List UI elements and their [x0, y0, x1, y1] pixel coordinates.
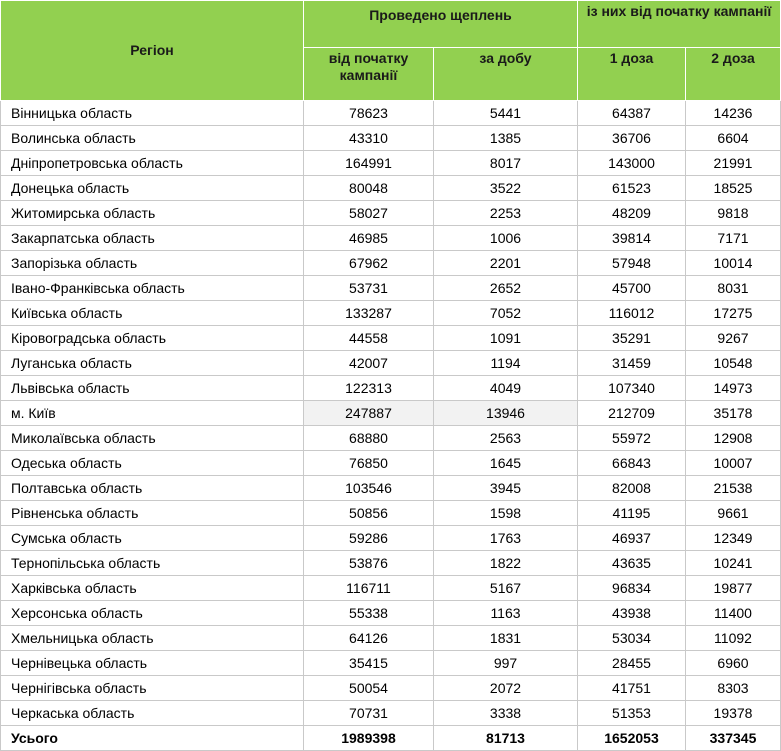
cell-dose1: 57948 [578, 251, 686, 276]
cell-total: 68880 [304, 426, 434, 451]
cell-per-day: 3338 [434, 701, 578, 726]
cell-dose2: 35178 [686, 401, 781, 426]
cell-region: Вінницька область [1, 101, 304, 126]
cell-region: Чернігівська область [1, 676, 304, 701]
cell-dose1: 107340 [578, 376, 686, 401]
table-row [1, 426, 781, 451]
cell-dose1: 51353 [578, 701, 686, 726]
cell-dose2: 8303 [686, 676, 781, 701]
cell-dose2: 19877 [686, 576, 781, 601]
table-row-total [1, 726, 781, 751]
cell-dose1: 48209 [578, 201, 686, 226]
cell-total: 78623 [304, 101, 434, 126]
table-row [1, 176, 781, 201]
cell-dose1: 43938 [578, 601, 686, 626]
table-row [1, 476, 781, 501]
cell-total: 53876 [304, 551, 434, 576]
cell-dose1: 28455 [578, 651, 686, 676]
table-row [1, 376, 781, 401]
cell-per-day: 5167 [434, 576, 578, 601]
cell-region: Львівська область [1, 376, 304, 401]
table-row [1, 526, 781, 551]
cell-dose1: 43635 [578, 551, 686, 576]
cell-total: 42007 [304, 351, 434, 376]
cell-total-dose1: 1652053 [578, 726, 686, 751]
table-header [1, 1, 781, 101]
cell-dose1: 39814 [578, 226, 686, 251]
cell-region: Рівненська область [1, 501, 304, 526]
cell-per-day: 1006 [434, 226, 578, 251]
table-row [1, 226, 781, 251]
cell-dose1: 46937 [578, 526, 686, 551]
cell-dose2: 18525 [686, 176, 781, 201]
cell-per-day: 1831 [434, 626, 578, 651]
table-row [1, 701, 781, 726]
cell-dose2: 10014 [686, 251, 781, 276]
cell-dose2: 8031 [686, 276, 781, 301]
cell-per-day: 1385 [434, 126, 578, 151]
cell-dose2: 9661 [686, 501, 781, 526]
table-row [1, 451, 781, 476]
cell-dose1: 64387 [578, 101, 686, 126]
cell-total: 164991 [304, 151, 434, 176]
cell-total: 133287 [304, 301, 434, 326]
cell-per-day: 997 [434, 651, 578, 676]
cell-per-day: 2201 [434, 251, 578, 276]
table-row [1, 151, 781, 176]
table-row [1, 326, 781, 351]
cell-region: Полтавська область [1, 476, 304, 501]
cell-dose1: 41751 [578, 676, 686, 701]
cell-total: 67962 [304, 251, 434, 276]
cell-dose1: 116012 [578, 301, 686, 326]
cell-per-day: 2563 [434, 426, 578, 451]
cell-dose2: 11092 [686, 626, 781, 651]
cell-per-day: 3522 [434, 176, 578, 201]
cell-dose2: 6604 [686, 126, 781, 151]
cell-per-day: 1645 [434, 451, 578, 476]
cell-region: Миколаївська область [1, 426, 304, 451]
table-row [1, 601, 781, 626]
table-row [1, 401, 781, 426]
cell-per-day: 1091 [434, 326, 578, 351]
cell-per-day: 1763 [434, 526, 578, 551]
table-row [1, 126, 781, 151]
cell-region: м. Київ [1, 401, 304, 426]
table-body [1, 101, 781, 751]
cell-region: Закарпатська область [1, 226, 304, 251]
cell-region: Кіровоградська область [1, 326, 304, 351]
cell-region: Донецька область [1, 176, 304, 201]
cell-total: 59286 [304, 526, 434, 551]
cell-total: 53731 [304, 276, 434, 301]
cell-per-day: 5441 [434, 101, 578, 126]
cell-total: 122313 [304, 376, 434, 401]
cell-dose2: 12349 [686, 526, 781, 551]
cell-per-day: 2072 [434, 676, 578, 701]
cell-dose2: 12908 [686, 426, 781, 451]
cell-dose2: 7171 [686, 226, 781, 251]
cell-dose2: 10548 [686, 351, 781, 376]
cell-per-day: 13946 [434, 401, 578, 426]
cell-dose1: 53034 [578, 626, 686, 651]
cell-per-day: 2652 [434, 276, 578, 301]
cell-per-day: 1163 [434, 601, 578, 626]
cell-total: 46985 [304, 226, 434, 251]
cell-region: Хмельницька область [1, 626, 304, 651]
table-row [1, 651, 781, 676]
cell-region: Волинська область [1, 126, 304, 151]
cell-total-dose2: 337345 [686, 726, 781, 751]
cell-region: Івано-Франківська область [1, 276, 304, 301]
cell-dose2: 9818 [686, 201, 781, 226]
cell-region: Харківська область [1, 576, 304, 601]
column-header-dose1: 1 доза [578, 48, 686, 101]
cell-dose2: 19378 [686, 701, 781, 726]
cell-per-day: 7052 [434, 301, 578, 326]
cell-total: 76850 [304, 451, 434, 476]
cell-region: Луганська область [1, 351, 304, 376]
table-row [1, 501, 781, 526]
cell-total: 43310 [304, 126, 434, 151]
cell-total: 50054 [304, 676, 434, 701]
cell-per-day: 4049 [434, 376, 578, 401]
cell-total: 70731 [304, 701, 434, 726]
table-row [1, 351, 781, 376]
table-row [1, 576, 781, 601]
cell-per-day: 1194 [434, 351, 578, 376]
cell-total: 35415 [304, 651, 434, 676]
cell-per-day: 2253 [434, 201, 578, 226]
cell-dose1: 31459 [578, 351, 686, 376]
cell-per-day: 3945 [434, 476, 578, 501]
cell-region: Київська область [1, 301, 304, 326]
cell-total-since-start: 1989398 [304, 726, 434, 751]
cell-total-per-day: 81713 [434, 726, 578, 751]
column-group-since-start: із них від початку кампанії [578, 1, 781, 48]
table-row [1, 101, 781, 126]
cell-dose2: 14236 [686, 101, 781, 126]
cell-total: 50856 [304, 501, 434, 526]
column-header-since-start: від початку кампанії [304, 48, 434, 101]
cell-dose2: 14973 [686, 376, 781, 401]
cell-region: Дніпропетровська область [1, 151, 304, 176]
cell-total: 116711 [304, 576, 434, 601]
table-row [1, 301, 781, 326]
cell-dose1: 96834 [578, 576, 686, 601]
table-row [1, 201, 781, 226]
table-row [1, 551, 781, 576]
cell-dose2: 11400 [686, 601, 781, 626]
column-header-per-day: за добу [434, 48, 578, 101]
cell-total: 103546 [304, 476, 434, 501]
cell-total: 58027 [304, 201, 434, 226]
cell-per-day: 1822 [434, 551, 578, 576]
cell-dose2: 21538 [686, 476, 781, 501]
cell-region: Одеська область [1, 451, 304, 476]
cell-dose1: 212709 [578, 401, 686, 426]
cell-region: Житомирська область [1, 201, 304, 226]
cell-region: Чернівецька область [1, 651, 304, 676]
table-row [1, 676, 781, 701]
table-row [1, 251, 781, 276]
cell-dose1: 82008 [578, 476, 686, 501]
column-header-region: Регіон [1, 1, 304, 101]
column-header-dose2: 2 доза [686, 48, 781, 101]
cell-total-label: Усього [1, 726, 304, 751]
cell-dose2: 6960 [686, 651, 781, 676]
cell-dose1: 143000 [578, 151, 686, 176]
table-row [1, 276, 781, 301]
cell-dose1: 35291 [578, 326, 686, 351]
cell-dose2: 17275 [686, 301, 781, 326]
cell-dose1: 45700 [578, 276, 686, 301]
cell-dose1: 66843 [578, 451, 686, 476]
cell-region: Черкаська область [1, 701, 304, 726]
cell-total: 247887 [304, 401, 434, 426]
cell-total: 44558 [304, 326, 434, 351]
cell-dose2: 10007 [686, 451, 781, 476]
table-row [1, 626, 781, 651]
cell-region: Сумська область [1, 526, 304, 551]
cell-dose2: 10241 [686, 551, 781, 576]
cell-dose1: 61523 [578, 176, 686, 201]
cell-total: 64126 [304, 626, 434, 651]
cell-region: Запорізька область [1, 251, 304, 276]
cell-region: Херсонська область [1, 601, 304, 626]
cell-region: Тернопільська область [1, 551, 304, 576]
cell-dose2: 9267 [686, 326, 781, 351]
cell-dose1: 41195 [578, 501, 686, 526]
cell-dose1: 36706 [578, 126, 686, 151]
cell-total: 80048 [304, 176, 434, 201]
cell-total: 55338 [304, 601, 434, 626]
cell-dose1: 55972 [578, 426, 686, 451]
cell-per-day: 1598 [434, 501, 578, 526]
cell-per-day: 8017 [434, 151, 578, 176]
cell-dose2: 21991 [686, 151, 781, 176]
column-group-vaccinated: Проведено щеплень [304, 1, 578, 48]
